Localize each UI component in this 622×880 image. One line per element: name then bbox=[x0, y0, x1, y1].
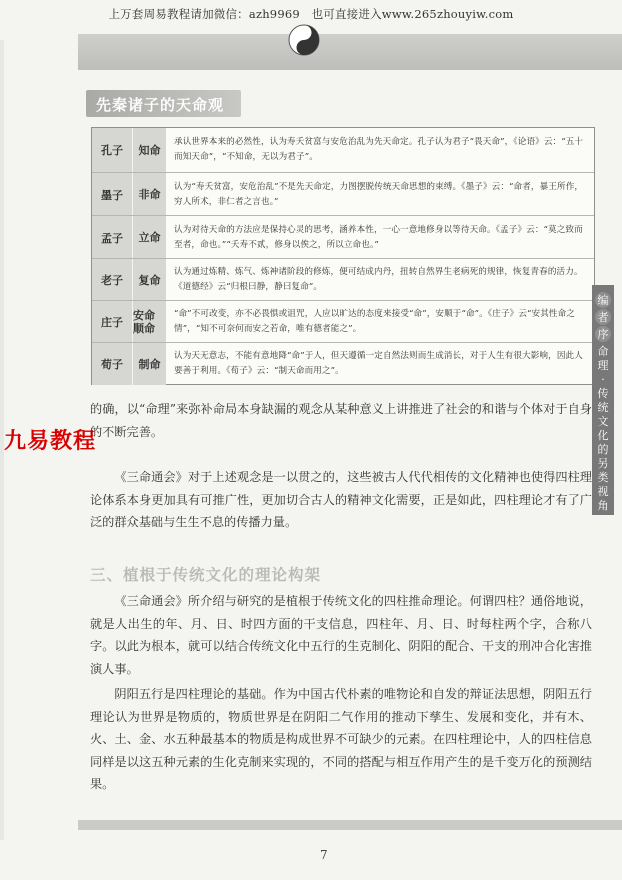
side-tab-text: 命理·传统文化的另类视角 bbox=[597, 345, 609, 512]
thinker-name: 墨子 bbox=[92, 173, 133, 216]
section-heading: 三、植根于传统文化的理论构架 bbox=[90, 566, 322, 584]
thinker-name: 荀子 bbox=[92, 343, 133, 385]
table-row bbox=[92, 215, 594, 259]
thinker-description: 认为“寿夭贫富，安危治乱”不是先天命定，力图摆脱传统天命思想的束缚。《墨子》云：“命者，暴王所作，穷人所术，非仁者之言也。” bbox=[174, 181, 584, 207]
thinker-view: 安命 顺命 bbox=[133, 301, 166, 343]
tianming-table bbox=[91, 127, 595, 385]
section-title-bar bbox=[86, 90, 241, 117]
paragraph bbox=[90, 590, 592, 680]
thinker-name: 孟子 bbox=[92, 216, 133, 259]
thinker-name: 老子 bbox=[92, 259, 133, 301]
table-row bbox=[92, 172, 594, 216]
thinker-view: 立命 bbox=[133, 216, 166, 259]
seal-char: 者 bbox=[595, 309, 611, 325]
paragraph bbox=[90, 683, 592, 796]
paragraph-text: 《三命通会》对于上述观念是一以贯之的，这些被古人代代相传的文化精神也使得四柱理论体系本身更加具有可推广性，更加切合古人的精神文化需要，正是如此，四柱理论才有了广泛的群众基础与生生不息的传播力量。 bbox=[90, 470, 592, 529]
page-number: 7 bbox=[320, 848, 328, 862]
thinker-description: 认为对待天命的方法应是保持心灵的思考，涵养本性，一心一意地修身以等待天命。《孟子》云：“莫之致而至者，命也。”“夭寿不贰，修身以俟之，所以立命也。” bbox=[174, 224, 583, 250]
table-row bbox=[92, 128, 594, 172]
section-title: 先秦诸子的天命观 bbox=[96, 96, 225, 114]
thinker-description: 认为通过炼精、炼气、炼神诸阶段的修炼，便可结成内丹，扭转自然界生老病死的规律，恢复青春的活力。《道德经》云“归根曰静，静曰复命”。 bbox=[174, 267, 583, 292]
thinker-view: 非命 bbox=[133, 173, 166, 216]
table-row bbox=[92, 258, 594, 301]
footer-band bbox=[78, 820, 622, 830]
watermark-text: 九易教程 bbox=[4, 429, 97, 454]
paragraph-text: 的确，以“命理”来弥补命局本身缺漏的观念从某种意义上讲推进了社会的和谐与个体对于自身的不断完善。 bbox=[90, 402, 592, 439]
header-band bbox=[78, 34, 622, 70]
top-promo-note: 上万套周易教程请加微信：azh9969 也可直接进入www.265zhouyiw.com bbox=[108, 7, 514, 21]
thinker-name: 孔子 bbox=[92, 128, 133, 172]
seal-char: 序 bbox=[595, 326, 611, 342]
preface-seal bbox=[594, 291, 612, 343]
thinker-description: 认为天无意志，不能有意地降“命”于人，但天遵循一定自然法则而生成消长，对于人生有很大影响，因此人要善于利用。《荀子》云：“制天命而用之”。 bbox=[174, 351, 583, 376]
paragraph bbox=[90, 466, 592, 534]
paragraph-text: 《三命通会》所介绍与研究的是植根于传统文化的四柱推命理论。何谓四柱？通俗地说，就是人出生的年、月、日、时四方面的干支信息，四柱年、月、日、时每柱两个字，合称八字。以此为根本，就可以结合传统文化中五行的生克制化、阴阳的配合、干支的刑冲合化害推演人事。 bbox=[90, 594, 592, 676]
thinker-description: 承认世界本来的必然性，认为寿夭贫富与安危治乱为先天命定。孔子认为君子“畏天命”，《论语》云：“五十而知天命”，“不知命，无以为君子”。 bbox=[174, 137, 584, 162]
paragraph-text: 阴阳五行是四柱理论的基础。作为中国古代朴素的唯物论和自发的辩证法思想，阴阳五行理论认为世界是物质的，物质世界是在阴阳二气作用的推动下孳生、发展和变化，并有木、火、土、金、水五种最基本的物质是构成世界不可缺少的元素。在四柱理论中，人的四柱信息同样是以这五种元素的生化克制来实现的，不同的搭配与相互作用产生的是千变万化的预测结果。 bbox=[90, 687, 592, 791]
thinker-description: “命”不可改变，亦不必畏惧或诅咒，人应以旷达的态度来接受“命”，安顺于“命”。《庄子》云“安其性命之情”，“知不可奈何而安之若命，唯有德者能之”。 bbox=[174, 309, 575, 334]
paragraph bbox=[90, 398, 592, 443]
taiji-icon bbox=[288, 24, 320, 56]
thinker-name: 庄子 bbox=[92, 301, 133, 343]
thinker-view: 制命 bbox=[133, 343, 166, 385]
seal-char: 编 bbox=[595, 292, 611, 308]
table-row bbox=[92, 300, 594, 343]
table-row bbox=[92, 342, 594, 385]
thinker-view: 复命 bbox=[133, 259, 166, 301]
thinker-view: 知命 bbox=[133, 128, 166, 172]
chapter-side-tab bbox=[592, 285, 614, 515]
